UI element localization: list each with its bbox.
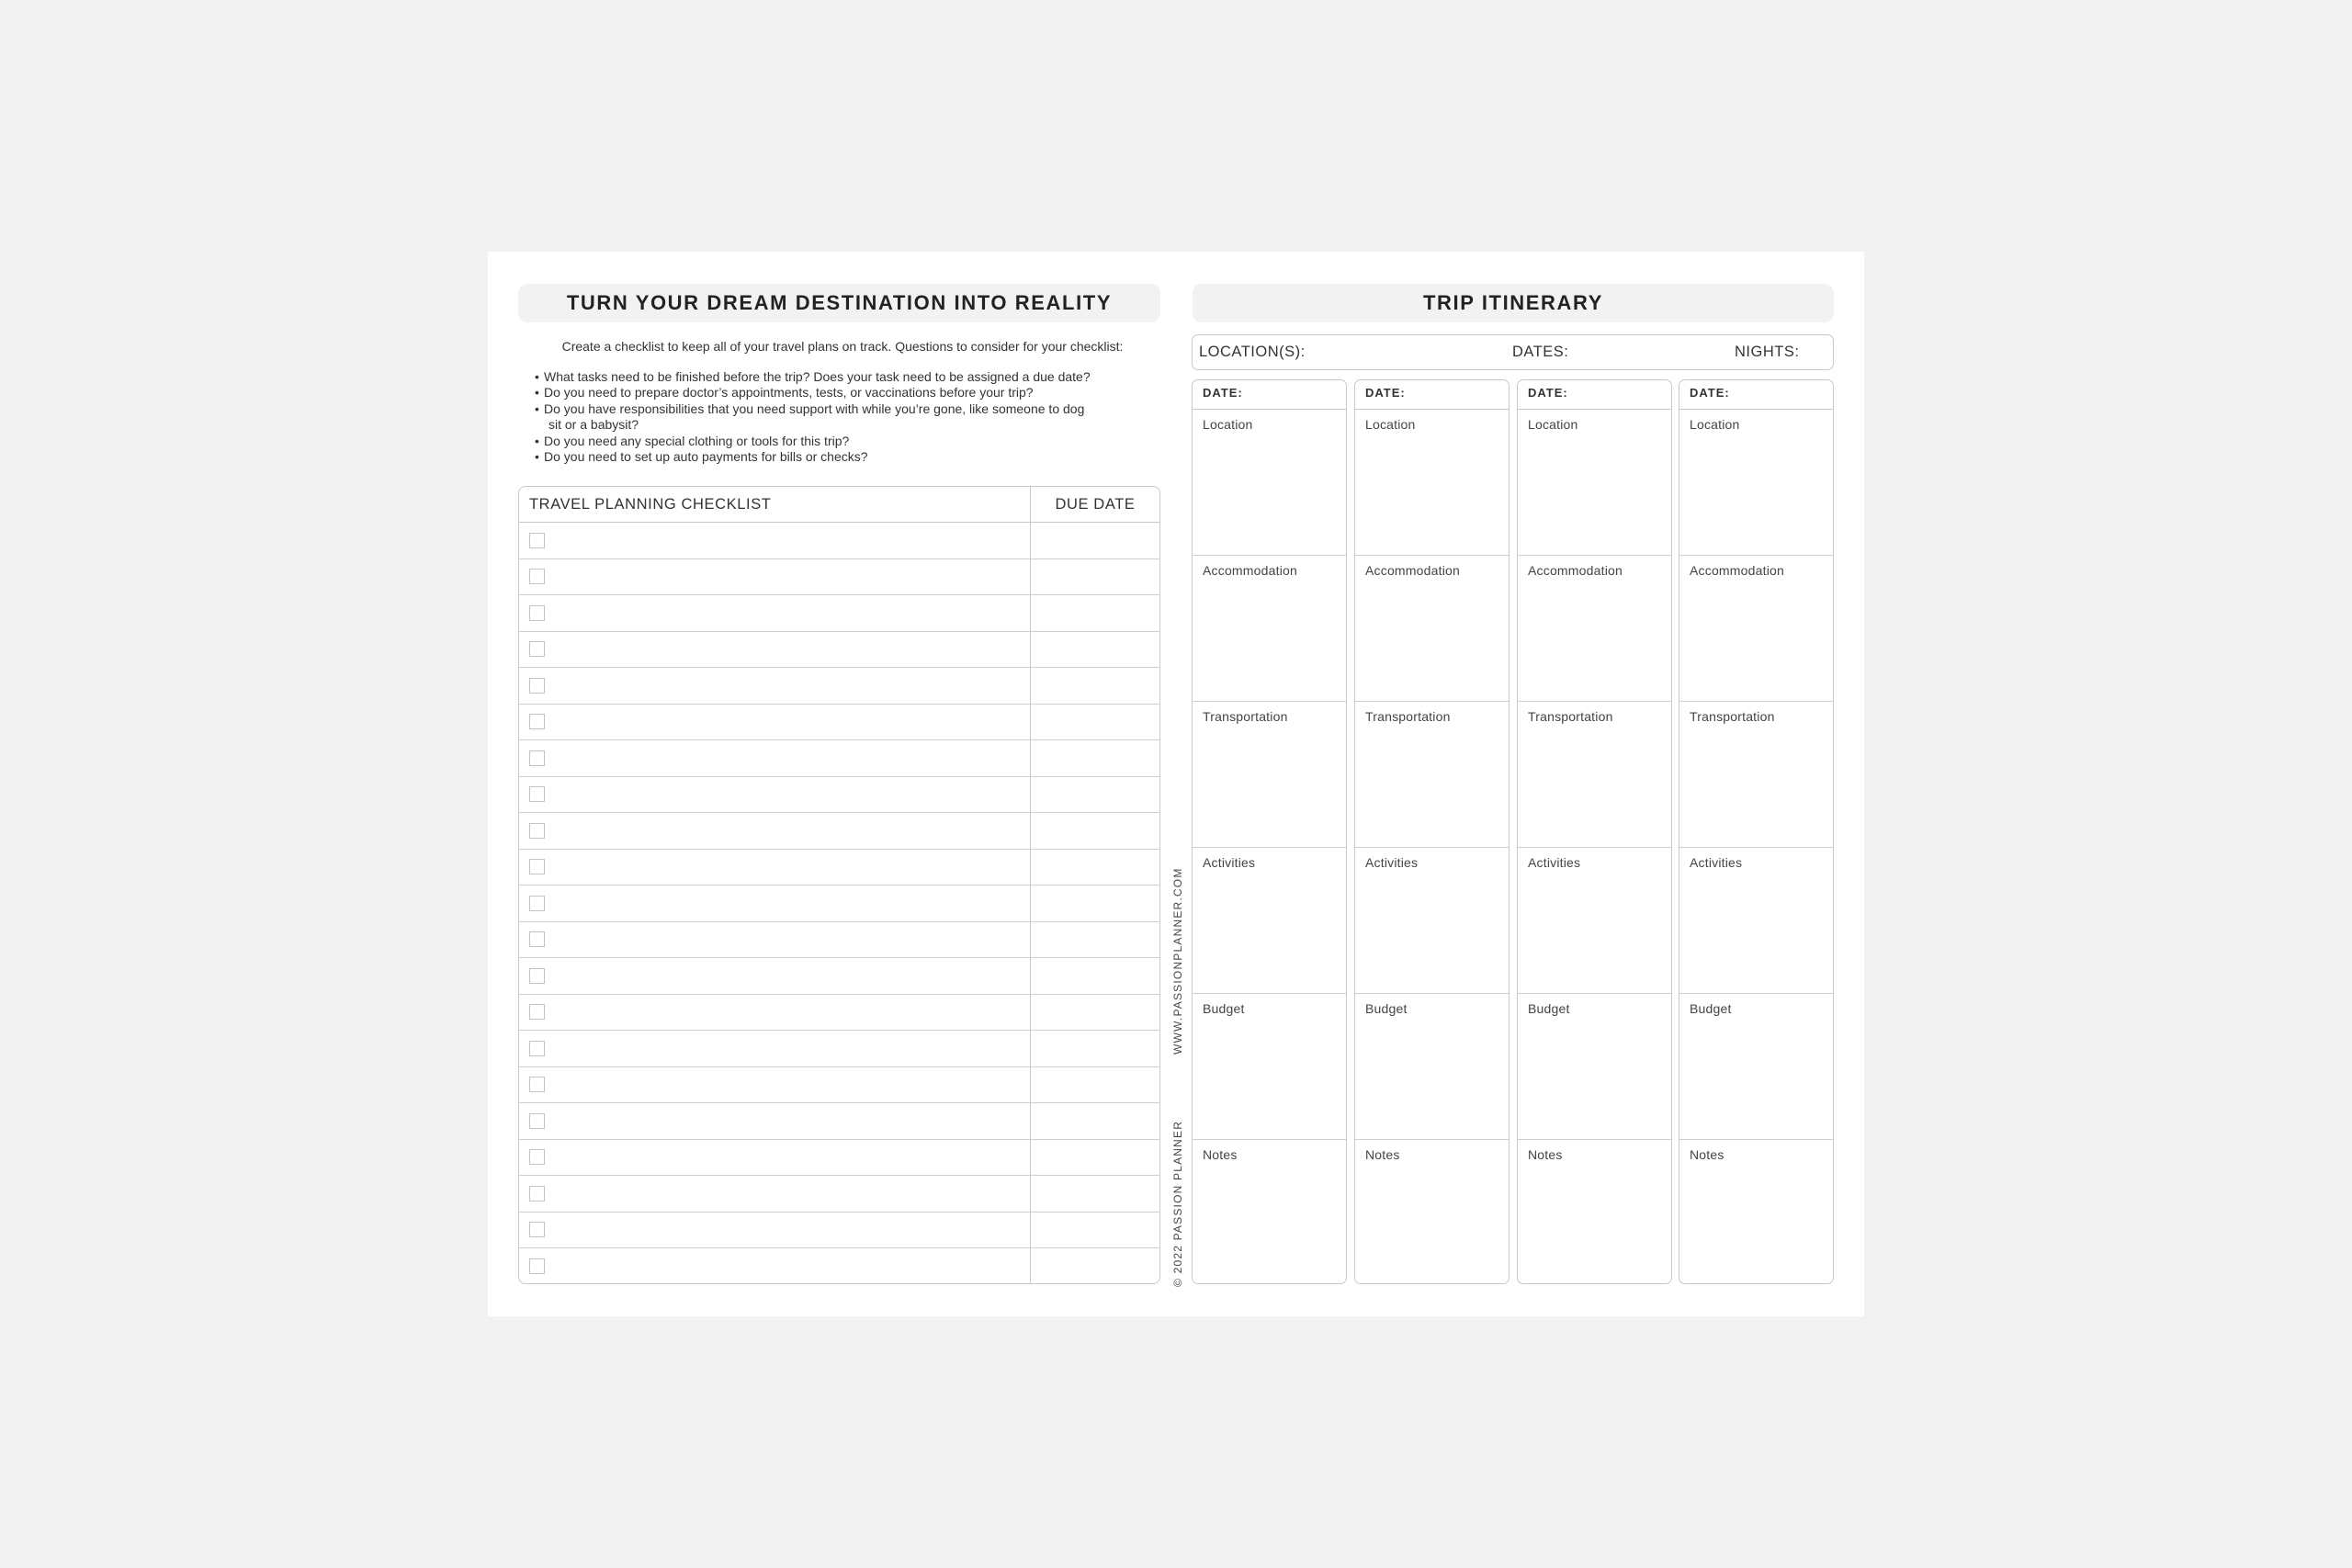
checklist-row <box>519 740 1159 777</box>
day-section-notes[interactable] <box>1193 1140 1346 1284</box>
checklist-due-date-cell[interactable] <box>1031 777 1159 813</box>
day-section-notes[interactable] <box>1679 1140 1833 1284</box>
day-section-accommodation[interactable] <box>1518 556 1671 702</box>
checkbox[interactable] <box>529 1077 545 1092</box>
checkbox[interactable] <box>529 533 545 548</box>
checklist-due-date-cell[interactable] <box>1031 1213 1159 1248</box>
section-label: Activities <box>1365 855 1419 870</box>
day-section-transportation[interactable] <box>1518 702 1671 848</box>
checklist-due-date-cell[interactable] <box>1031 668 1159 704</box>
checklist-row <box>519 886 1159 922</box>
travel-checklist-table <box>518 486 1160 1284</box>
question-item: • Do you need to prepare doctor’s appointments, tests, or vaccinations before your trip? <box>535 385 1034 400</box>
checklist-due-date-cell[interactable] <box>1031 886 1159 921</box>
day-section-location[interactable] <box>1355 410 1509 556</box>
section-label: Budget <box>1203 1001 1245 1016</box>
checklist-task-cell[interactable] <box>519 886 1031 921</box>
checklist-task-cell[interactable] <box>519 995 1031 1031</box>
checkbox[interactable] <box>529 605 545 621</box>
day-section-activities[interactable] <box>1679 848 1833 994</box>
checklist-row <box>519 632 1159 669</box>
checkbox[interactable] <box>529 1222 545 1237</box>
day-section-activities[interactable] <box>1355 848 1509 994</box>
itinerary-day-column <box>1679 379 1834 1284</box>
itinerary-day-column <box>1192 379 1347 1284</box>
section-label: Accommodation <box>1365 563 1460 578</box>
day-section-budget[interactable] <box>1679 994 1833 1140</box>
itinerary-title-banner <box>1193 284 1834 322</box>
checkbox[interactable] <box>529 786 545 802</box>
itinerary-day-column <box>1354 379 1510 1284</box>
checkbox[interactable] <box>529 678 545 694</box>
question-item: • Do you need any special clothing or tools for this trip? <box>535 433 850 448</box>
section-label: Accommodation <box>1528 563 1623 578</box>
checklist-due-date-cell[interactable] <box>1031 813 1159 849</box>
checklist-due-date-cell[interactable] <box>1031 958 1159 994</box>
checkbox[interactable] <box>529 1149 545 1165</box>
checklist-due-date-cell[interactable] <box>1031 523 1159 558</box>
checkbox[interactable] <box>529 968 545 984</box>
checkbox[interactable] <box>529 1004 545 1020</box>
section-label: Location <box>1203 417 1253 432</box>
day-section-activities[interactable] <box>1193 848 1346 994</box>
checklist-task-cell[interactable] <box>519 559 1031 595</box>
checkbox[interactable] <box>529 641 545 657</box>
checkbox[interactable] <box>529 1113 545 1129</box>
checklist-task-cell[interactable] <box>519 1031 1031 1066</box>
checkbox[interactable] <box>529 896 545 911</box>
checklist-due-date-cell[interactable] <box>1031 559 1159 595</box>
checklist-rows <box>519 523 1159 1284</box>
locations-field[interactable]: LOCATION(S): <box>1199 344 1306 360</box>
day-section-location[interactable] <box>1193 410 1346 556</box>
day-section-budget[interactable] <box>1518 994 1671 1140</box>
day-date-field[interactable]: DATE: <box>1679 380 1833 410</box>
checklist-title-banner <box>518 284 1160 322</box>
day-section-budget[interactable] <box>1193 994 1346 1140</box>
checklist-due-date-cell[interactable] <box>1031 1031 1159 1066</box>
section-label: Budget <box>1365 1001 1408 1016</box>
checklist-due-header: DUE DATE <box>1055 495 1136 513</box>
checklist-row <box>519 1248 1159 1284</box>
checklist-task-cell[interactable] <box>519 958 1031 994</box>
section-label: Transportation <box>1690 709 1775 724</box>
checklist-due-date-cell[interactable] <box>1031 922 1159 958</box>
checkbox[interactable] <box>529 859 545 874</box>
checklist-row <box>519 1176 1159 1213</box>
day-section-accommodation[interactable] <box>1355 556 1509 702</box>
checklist-due-date-cell[interactable] <box>1031 1140 1159 1176</box>
section-label: Location <box>1690 417 1740 432</box>
checkbox[interactable] <box>529 714 545 729</box>
copyright-text: © 2022 PASSION PLANNER <box>1171 1120 1184 1287</box>
checkbox[interactable] <box>529 1186 545 1201</box>
checklist-row <box>519 850 1159 886</box>
checkbox[interactable] <box>529 1258 545 1274</box>
checklist-task-cell[interactable] <box>519 1067 1031 1103</box>
dates-field[interactable]: DATES: <box>1512 344 1569 360</box>
checklist-due-date-cell[interactable] <box>1031 1248 1159 1284</box>
checkbox[interactable] <box>529 1041 545 1056</box>
section-label: Transportation <box>1203 709 1288 724</box>
day-section-activities[interactable] <box>1518 848 1671 994</box>
nights-field[interactable]: NIGHTS: <box>1735 344 1800 360</box>
checklist-due-date-cell[interactable] <box>1031 705 1159 740</box>
day-date-field[interactable]: DATE: <box>1518 380 1671 410</box>
checklist-due-date-cell[interactable] <box>1031 632 1159 668</box>
checklist-task-cell[interactable] <box>519 668 1031 704</box>
checklist-task-cell[interactable] <box>519 922 1031 958</box>
section-label: Location <box>1528 417 1578 432</box>
checklist-due-date-cell[interactable] <box>1031 740 1159 776</box>
checklist-due-date-cell[interactable] <box>1031 1176 1159 1212</box>
checklist-row <box>519 1103 1159 1140</box>
section-label: Activities <box>1528 855 1581 870</box>
checklist-row <box>519 958 1159 995</box>
section-label: Transportation <box>1365 709 1451 724</box>
checklist-task-cell[interactable] <box>519 632 1031 668</box>
checklist-task-cell[interactable] <box>519 813 1031 849</box>
checklist-task-cell[interactable] <box>519 705 1031 740</box>
checklist-due-date-cell[interactable] <box>1031 995 1159 1031</box>
section-label: Accommodation <box>1690 563 1784 578</box>
checkbox[interactable] <box>529 750 545 766</box>
day-date-field[interactable]: DATE: <box>1193 380 1346 410</box>
intro-text: Create a checklist to keep all of your travel plans on track. Questions to consider for your checklist: <box>561 339 1124 354</box>
checklist-row <box>519 705 1159 741</box>
question-item: • Do you need to set up auto payments for bills or checks? <box>535 449 868 465</box>
checklist-row <box>519 559 1159 596</box>
section-label: Location <box>1365 417 1416 432</box>
checklist-row <box>519 777 1159 814</box>
day-date-field[interactable]: DATE: <box>1355 380 1509 410</box>
checklist-header <box>519 487 1159 523</box>
day-section-notes[interactable] <box>1518 1140 1671 1284</box>
question-item-continuation: sit or a babysit? <box>548 417 639 433</box>
checklist-row <box>519 813 1159 850</box>
checklist-task-cell[interactable] <box>519 1248 1031 1284</box>
section-label: Accommodation <box>1203 563 1297 578</box>
checklist-task-header: TRAVEL PLANNING CHECKLIST <box>519 487 1031 522</box>
checklist-task-cell[interactable] <box>519 1140 1031 1176</box>
question-item: • What tasks need to be finished before the trip? Does your task need to be assigned a due date? <box>535 369 1091 384</box>
checkbox[interactable] <box>529 569 545 584</box>
section-label: Activities <box>1690 855 1743 870</box>
section-label: Activities <box>1203 855 1256 870</box>
checklist-task-cell[interactable] <box>519 740 1031 776</box>
day-section-accommodation[interactable] <box>1679 556 1833 702</box>
day-section-transportation[interactable] <box>1193 702 1346 848</box>
checklist-row <box>519 668 1159 705</box>
section-label: Notes <box>1528 1147 1563 1162</box>
checklist-task-cell[interactable] <box>519 523 1031 558</box>
checklist-task-cell[interactable] <box>519 1176 1031 1212</box>
question-item: • Do you have responsibilities that you need support with while you’re gone, like someone to dog <box>535 400 1085 416</box>
checklist-due-date-cell[interactable] <box>1031 850 1159 886</box>
checklist-task-cell[interactable] <box>519 1213 1031 1248</box>
day-section-transportation[interactable] <box>1679 702 1833 848</box>
section-label: Notes <box>1203 1147 1238 1162</box>
day-section-budget[interactable] <box>1355 994 1509 1140</box>
checklist-task-cell[interactable] <box>519 850 1031 886</box>
checklist-task-cell[interactable] <box>519 595 1031 631</box>
section-label: Transportation <box>1528 709 1613 724</box>
checklist-row <box>519 995 1159 1032</box>
checklist-due-date-cell[interactable] <box>1031 1067 1159 1103</box>
day-section-accommodation[interactable] <box>1193 556 1346 702</box>
checklist-row <box>519 1031 1159 1067</box>
section-label: Notes <box>1365 1147 1400 1162</box>
day-section-location[interactable] <box>1679 410 1833 556</box>
checklist-task-cell[interactable] <box>519 1103 1031 1139</box>
trip-summary-bar <box>1192 334 1834 370</box>
checklist-row <box>519 523 1159 559</box>
checklist-row <box>519 1067 1159 1104</box>
question-list <box>535 369 1169 465</box>
checklist-row <box>519 595 1159 632</box>
checklist-title: TURN YOUR DREAM DESTINATION INTO REALITY <box>566 291 1113 314</box>
day-section-transportation[interactable] <box>1355 702 1509 848</box>
checkbox[interactable] <box>529 823 545 839</box>
itinerary-title: TRIP ITINERARY <box>1423 291 1603 314</box>
section-label: Budget <box>1690 1001 1732 1016</box>
website-text: WWW.PASSIONPLANNER.COM <box>1171 867 1184 1055</box>
checklist-row <box>519 1213 1159 1249</box>
day-section-notes[interactable] <box>1355 1140 1509 1284</box>
section-label: Budget <box>1528 1001 1570 1016</box>
day-section-location[interactable] <box>1518 410 1671 556</box>
itinerary-day-column <box>1517 379 1672 1284</box>
checkbox[interactable] <box>529 931 545 947</box>
checklist-row <box>519 922 1159 959</box>
checklist-due-date-cell[interactable] <box>1031 1103 1159 1139</box>
section-label: Notes <box>1690 1147 1724 1162</box>
checklist-task-cell[interactable] <box>519 777 1031 813</box>
checklist-row <box>519 1140 1159 1177</box>
checklist-due-date-cell[interactable] <box>1031 595 1159 631</box>
